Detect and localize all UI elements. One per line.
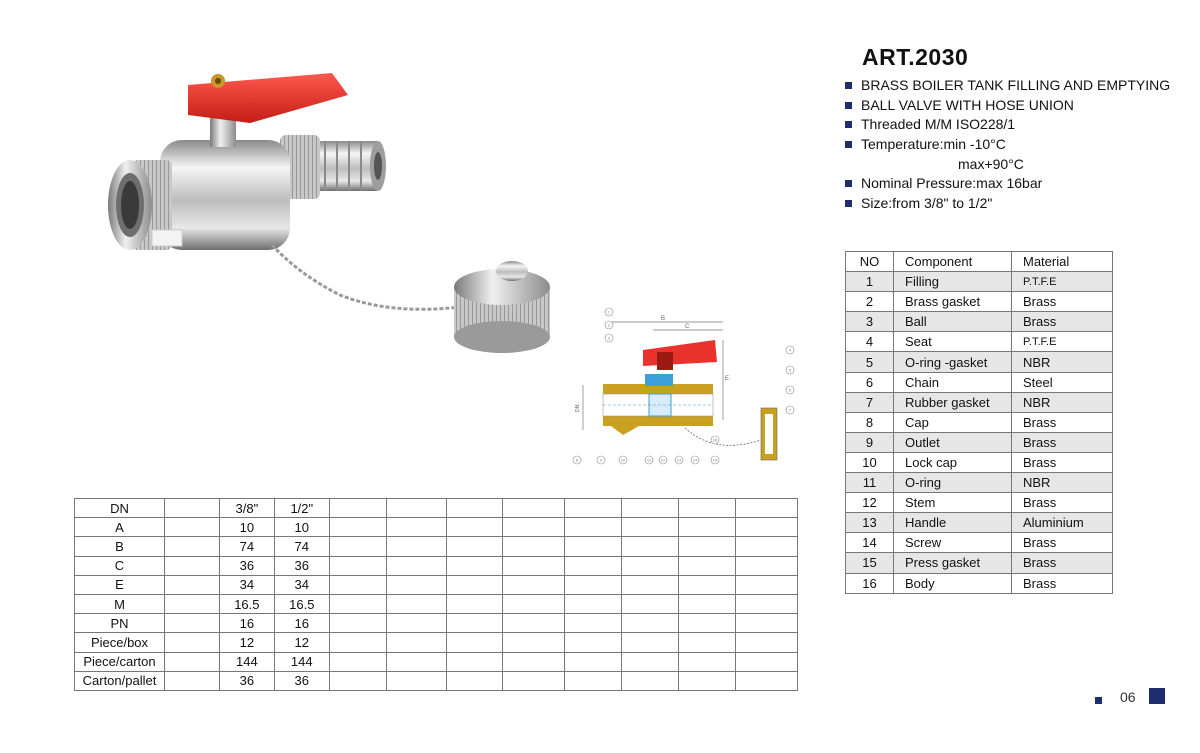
header-component: Component: [894, 252, 1012, 272]
dim-value: 36: [219, 671, 274, 690]
cell-component: Lock cap: [894, 452, 1012, 472]
callout-10: 10: [620, 457, 626, 463]
spec-item: [845, 174, 1170, 194]
spec-text: Threaded M/M ISO228/1: [861, 116, 1016, 133]
dim-value: 16.5: [274, 594, 329, 613]
table-row: [75, 537, 798, 556]
cell-no: 12: [846, 493, 894, 513]
dim-value: 10: [274, 518, 329, 537]
cell-component: Stem: [894, 493, 1012, 513]
dim-value: 36: [274, 556, 329, 575]
cell-no: 11: [846, 473, 894, 493]
cell-no: 7: [846, 392, 894, 412]
cell-no: 1: [846, 272, 894, 292]
callout-4: 4: [788, 347, 792, 353]
header-no: NO: [846, 252, 894, 272]
dim-value: 144: [219, 652, 274, 671]
callout-5: 5: [788, 367, 792, 373]
table-row: [846, 372, 1113, 392]
dim-label: M: [75, 594, 165, 613]
callout-7: 7: [788, 407, 792, 413]
dim-value: 10: [219, 518, 274, 537]
table-row: [75, 575, 798, 594]
bullet-icon: [845, 180, 852, 187]
red-handle: [188, 73, 348, 123]
cell-component: Outlet: [894, 432, 1012, 452]
cell-material: Brass: [1012, 573, 1113, 593]
dim-label: Carton/pallet: [75, 671, 165, 690]
cell-no: 13: [846, 513, 894, 533]
table-row: [75, 499, 798, 518]
table-row: [846, 553, 1113, 573]
cell-component: Filling: [894, 272, 1012, 292]
cell-no: 6: [846, 372, 894, 392]
dim-value: 16: [219, 614, 274, 633]
dim-value: 16.5: [219, 594, 274, 613]
cell-component: Body: [894, 573, 1012, 593]
dim-label: A: [75, 518, 165, 537]
cell-component: Screw: [894, 533, 1012, 553]
cell-material: NBR: [1012, 352, 1113, 372]
spec-item: [845, 96, 1170, 116]
bullet-icon: [845, 121, 852, 128]
lock-cap: [454, 261, 550, 353]
cell-no: 4: [846, 332, 894, 352]
table-row: [846, 533, 1113, 553]
cell-material: NBR: [1012, 392, 1113, 412]
cell-component: Seat: [894, 332, 1012, 352]
cell-no: 5: [846, 352, 894, 372]
cell-component: Rubber gasket: [894, 392, 1012, 412]
dim-value: 34: [274, 575, 329, 594]
table-row: [846, 513, 1113, 533]
cell-no: 14: [846, 533, 894, 553]
callout-2: 2: [607, 322, 611, 328]
spec-item: [845, 115, 1170, 135]
callout-8: 8: [575, 457, 579, 463]
cell-material: Brass: [1012, 493, 1113, 513]
spec-text: Nominal Pressure:max 16bar: [861, 175, 1043, 192]
table-row: [846, 292, 1113, 312]
bullet-icon: [845, 82, 852, 89]
cell-no: 10: [846, 452, 894, 472]
spec-item: [845, 194, 1170, 214]
dim-label: Piece/box: [75, 633, 165, 652]
bullet-icon: [845, 200, 852, 207]
dim-label: Piece/carton: [75, 652, 165, 671]
spec-text: Size:from 3/8" to 1/2": [861, 195, 993, 212]
table-row: [75, 614, 798, 633]
table-row: [846, 352, 1113, 372]
cell-material: Brass: [1012, 553, 1113, 573]
page-footer: [1095, 688, 1167, 706]
callout-11: 11: [646, 457, 652, 463]
cell-material: Brass: [1012, 412, 1113, 432]
table-row: [75, 594, 798, 613]
callout-12: 12: [660, 457, 666, 463]
small-square-icon: [1095, 697, 1102, 704]
cell-component: Handle: [894, 513, 1012, 533]
callout-3: 3: [607, 335, 611, 341]
cell-material: Brass: [1012, 312, 1113, 332]
table-row: [846, 473, 1113, 493]
cell-component: Ball: [894, 312, 1012, 332]
dim-value: 36: [219, 556, 274, 575]
dim-value: 1/2": [274, 499, 329, 518]
page-number: 06: [1120, 689, 1136, 705]
header-material: Material: [1012, 252, 1113, 272]
callout-14: 14: [692, 457, 698, 463]
dim-value: 12: [219, 633, 274, 652]
article-title: ART.2030: [862, 44, 969, 70]
hose-tail: [315, 141, 386, 191]
callout-1: 1: [607, 309, 611, 315]
dim-value: 12: [274, 633, 329, 652]
cell-component: Cap: [894, 412, 1012, 432]
dim-label: E: [75, 575, 165, 594]
dim-label-dn: DN: [575, 404, 581, 412]
dim-label-e: E: [725, 376, 730, 382]
callout-9: 9: [599, 457, 603, 463]
dim-value: 34: [219, 575, 274, 594]
cell-no: 16: [846, 573, 894, 593]
table-row: [75, 556, 798, 575]
callout-15: 15: [712, 457, 718, 463]
table-row: [846, 452, 1113, 472]
cell-component: Press gasket: [894, 553, 1012, 573]
cell-component: Chain: [894, 372, 1012, 392]
spec-item: [845, 76, 1170, 96]
dim-label: PN: [75, 614, 165, 633]
bullet-icon: [845, 141, 852, 148]
cell-material: Brass: [1012, 432, 1113, 452]
table-row: [846, 432, 1113, 452]
cell-material: Brass: [1012, 452, 1113, 472]
dim-value: 144: [274, 652, 329, 671]
table-row: [846, 312, 1113, 332]
cell-material: NBR: [1012, 473, 1113, 493]
cell-material: Brass: [1012, 292, 1113, 312]
cell-material: P.T.F.E: [1012, 332, 1113, 352]
product-photo: [100, 45, 600, 375]
technical-drawing: [565, 300, 805, 470]
table-row: [846, 412, 1113, 432]
cell-no: 2: [846, 292, 894, 312]
table-row: [75, 652, 798, 671]
dim-value: 36: [274, 671, 329, 690]
cell-material: P.T.F.E: [1012, 272, 1113, 292]
cell-material: Steel: [1012, 372, 1113, 392]
table-row: [75, 633, 798, 652]
callout-16: 16: [712, 437, 718, 443]
cell-material: Brass: [1012, 533, 1113, 553]
spec-text: BALL VALVE WITH HOSE UNION: [861, 96, 1074, 113]
spec-item: [845, 135, 1170, 155]
materials-header-row: [846, 252, 1113, 272]
spec-text: BRASS BOILER TANK FILLING AND EMPTYING: [861, 77, 1171, 93]
dim-value: 74: [274, 537, 329, 556]
table-row: [846, 493, 1113, 513]
dim-label: C: [75, 556, 165, 575]
cell-material: Aluminium: [1012, 513, 1113, 533]
dim-value: 74: [219, 537, 274, 556]
cell-no: 8: [846, 412, 894, 432]
bullet-icon: [845, 102, 852, 109]
dim-label-b: B: [661, 316, 666, 322]
cell-component: O-ring: [894, 473, 1012, 493]
cell-no: 3: [846, 312, 894, 332]
dim-label: DN: [75, 499, 165, 518]
table-row: [75, 518, 798, 537]
table-row: [846, 573, 1113, 593]
dim-value: 16: [274, 614, 329, 633]
materials-table: [845, 251, 1113, 594]
callout-13: 13: [676, 457, 682, 463]
dim-value: 3/8": [219, 499, 274, 518]
table-row: [846, 392, 1113, 412]
spec-list: [845, 76, 1170, 214]
spec-text: Temperature:min -10°C: [861, 136, 1006, 153]
table-row: [846, 332, 1113, 352]
table-row: [846, 272, 1113, 292]
cell-component: O-ring -gasket: [894, 352, 1012, 372]
large-square-icon: [1149, 688, 1165, 704]
dim-label-c: C: [685, 324, 690, 330]
spec-text: max+90°C: [958, 155, 1024, 172]
dim-label: B: [75, 537, 165, 556]
cell-no: 9: [846, 432, 894, 452]
spec-item-continuation: [845, 155, 1170, 175]
dimensions-table: [74, 498, 798, 691]
cell-component: Brass gasket: [894, 292, 1012, 312]
callout-6: 6: [788, 387, 792, 393]
cell-no: 15: [846, 553, 894, 573]
table-row: [75, 671, 798, 690]
